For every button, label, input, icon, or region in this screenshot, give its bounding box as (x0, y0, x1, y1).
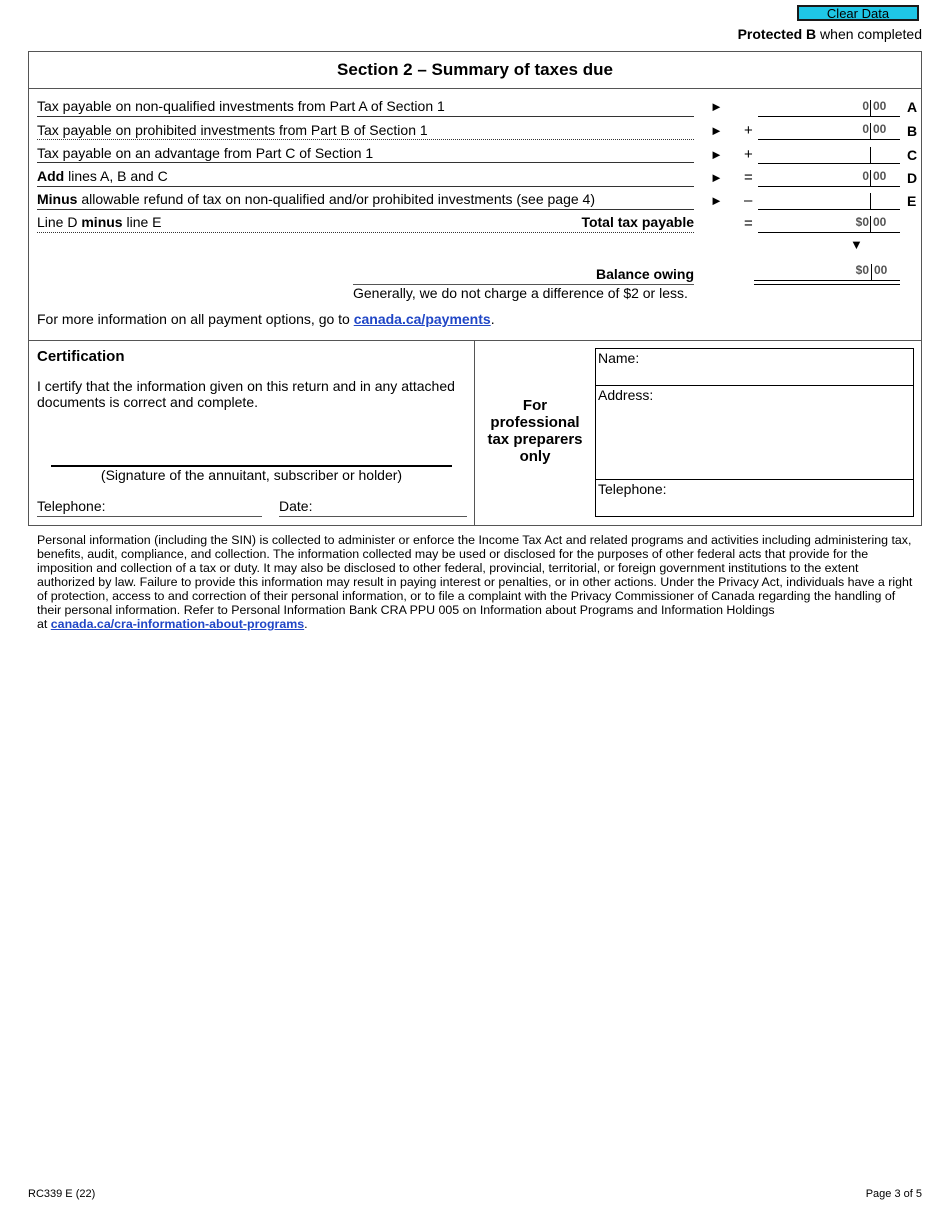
row-e-amount-field[interactable] (758, 191, 900, 210)
protected-b-notice (738, 26, 922, 42)
row-c-letter: C (907, 147, 918, 163)
balance-owing-label: Balance owing (595, 266, 694, 282)
row-e-label (37, 191, 595, 207)
balance-dollars: $0 (855, 263, 869, 277)
row-e-arrow-icon: ► (710, 193, 723, 208)
total-line-label (37, 214, 162, 230)
cert-date-field[interactable] (279, 516, 467, 517)
down-arrow-icon: ▼ (850, 237, 863, 252)
page-number: Page 3 of 5 (865, 1188, 922, 1200)
cents-separator (870, 123, 871, 139)
cents-separator (870, 193, 871, 209)
row-a-letter: A (907, 99, 918, 115)
row-b-cents: 00 (873, 122, 887, 136)
row-a-rule (37, 116, 694, 117)
row-e-label-rest: allowable refund of tax on non-qualified and/or prohibited investments (see page 4) (77, 191, 596, 207)
payments-link[interactable]: canada.ca/payments (353, 311, 491, 327)
row-b-operator: + (744, 122, 753, 139)
row-e-operator: – (744, 192, 753, 209)
row-b-dollars: 0 (862, 122, 869, 136)
balance-double-rule (754, 284, 900, 285)
row-d-cents: 00 (873, 169, 887, 183)
total-cents: 00 (873, 215, 887, 229)
row-c-arrow-icon: ► (710, 147, 723, 162)
row-a-label: Tax payable on non-qualified investments from Part A of Section 1 (37, 98, 445, 114)
total-amount-field[interactable] (758, 214, 900, 233)
row-d-label (37, 168, 168, 184)
row-e-letter: E (907, 193, 917, 209)
row-c-rule (37, 162, 694, 163)
row-d-label-bold: Add (37, 168, 65, 184)
certification-column-divider (474, 340, 475, 526)
form-code: RC339 E (22) (28, 1188, 96, 1200)
cents-separator (870, 147, 871, 163)
total-rule (37, 232, 694, 233)
row-a-amount-field[interactable] (758, 98, 900, 117)
payment-info-suffix: . (490, 311, 495, 327)
preparer-telephone-field[interactable]: Telephone: (598, 481, 667, 497)
preparer-name-field[interactable]: Name: (598, 350, 640, 366)
row-a-arrow-icon: ► (710, 99, 723, 114)
section-title: Section 2 – Summary of taxes due (337, 60, 613, 79)
preparer-address-field[interactable]: Address: (598, 387, 654, 403)
balance-note: Generally, we do not charge a difference of $2 or less. (353, 285, 688, 301)
row-e-rule (37, 209, 694, 210)
row-d-arrow-icon: ► (710, 170, 723, 185)
certification-divider (28, 340, 922, 341)
row-d-letter: D (907, 170, 918, 186)
row-a-cents: 00 (873, 99, 887, 113)
title-divider (28, 88, 922, 89)
total-operator: = (744, 215, 753, 232)
cents-separator (870, 216, 871, 232)
row-b-amount-field[interactable] (758, 121, 900, 140)
certification-title: Certification (37, 348, 125, 365)
payment-info (37, 311, 495, 327)
preparer-divider-1 (595, 385, 914, 386)
protected-b-suffix: when completed (816, 26, 922, 42)
total-prefix: Line D (37, 214, 82, 230)
privacy-notice (37, 533, 917, 631)
payment-info-prefix: For more information on all payment options, go to (37, 311, 354, 327)
row-b-arrow-icon: ► (710, 123, 723, 138)
cert-date-label: Date: (279, 498, 313, 514)
privacy-text: Personal information (including the SIN) is collected to administer or enforce the Income Tax Act and related programs and activities including administering tax, benefits, audit, compliance, and collection. The information collected may be used or disclosed for the purposes of other federal acts that provide for the imposition and collection of a tax or duty. It may also be disclosed to other federal, provincial, territorial, or foreign government institutions to the extent authorized by law. Failure to provide this information may result in paying interest or penalties, or in other actions. Under the Privacy Act, individuals have a right of protection, access to and correction of their personal information, or to file a complaint with the Privacy Commissioner of Canada regarding the handling of their personal information. Refer to Personal Information Bank CRA PPU 005 on Information about Programs and Information Holdings (37, 533, 913, 617)
certification-text: I certify that the information given on this return and in any attached documents is correct and complete. (37, 378, 455, 410)
privacy-at: at (37, 617, 51, 631)
protected-b-label: Protected B (737, 26, 817, 42)
total-minus: minus (81, 214, 123, 230)
row-e-label-bold: Minus (37, 191, 78, 207)
row-b-letter: B (907, 123, 918, 139)
row-b-label: Tax payable on prohibited investments from Part B of Section 1 (37, 122, 428, 138)
row-d-operator: = (744, 169, 753, 186)
total-suffix: line E (122, 214, 162, 230)
cents-separator (871, 264, 872, 280)
cert-telephone-label: Telephone: (37, 498, 106, 514)
row-d-amount-field[interactable] (758, 168, 900, 187)
row-c-amount-field[interactable] (758, 145, 900, 164)
row-a-dollars: 0 (862, 99, 869, 113)
balance-owing-field[interactable] (754, 262, 900, 281)
signature-caption: (Signature of the annuitant, subscriber or holder) (100, 467, 403, 483)
total-dollars: $0 (855, 215, 869, 229)
clear-data-button[interactable]: Clear Data (797, 5, 919, 21)
preparer-divider-2 (595, 479, 914, 480)
row-d-label-rest: lines A, B and C (64, 168, 168, 184)
cra-programs-link[interactable]: canada.ca/cra-information-about-programs (50, 617, 305, 631)
row-d-dollars: 0 (862, 169, 869, 183)
balance-cents: 00 (874, 263, 888, 277)
row-b-rule (37, 139, 694, 140)
total-tax-payable-label: Total tax payable (581, 214, 694, 230)
cents-separator (870, 100, 871, 116)
row-d-rule (37, 186, 694, 187)
preparer-label: For professional tax preparers only (487, 397, 583, 465)
cents-separator (870, 170, 871, 186)
row-c-label: Tax payable on an advantage from Part C of Section 1 (37, 145, 374, 161)
privacy-suffix: . (304, 617, 308, 631)
cert-telephone-field[interactable] (37, 516, 262, 517)
row-c-operator: + (744, 146, 753, 163)
